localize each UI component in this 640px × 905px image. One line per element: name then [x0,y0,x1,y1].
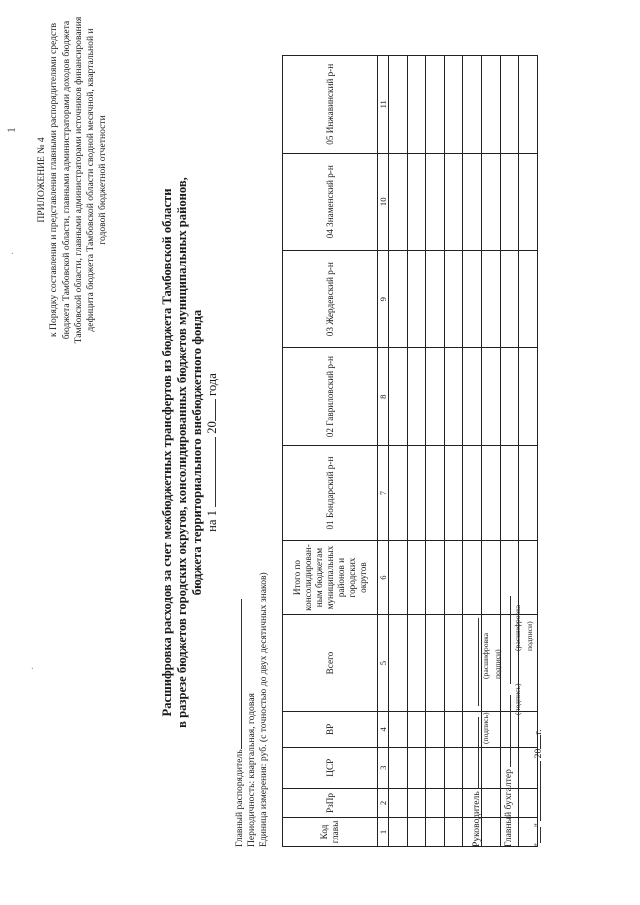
column-number: 11 [378,56,389,154]
column-number: 4 [378,712,389,747]
head-sign-line[interactable] [468,717,479,789]
scan-speck-a: · [8,251,19,255]
header-cell: Всего [283,614,378,711]
table-cell[interactable] [444,56,463,154]
table-cell[interactable] [519,56,538,154]
table-cell[interactable] [463,153,482,250]
appendix-line: годовой бюджетной отчетности [97,115,109,245]
table-cell[interactable] [444,788,463,817]
table-cell[interactable] [389,251,408,348]
header-row [283,56,378,847]
date-close-quote: " [533,823,544,828]
page-mark: 1 [4,127,18,133]
table-cell[interactable] [426,712,445,747]
table-cell[interactable] [481,445,500,540]
title-date-line [205,0,220,905]
head-label: Руководитель [471,791,482,847]
date-blank-year [205,399,216,421]
table-cell[interactable] [444,817,463,846]
table-cell[interactable] [389,445,408,540]
title-line-1: Расшифровка расходов за счет межбюджетных трансфертов из бюджета Тамбовской области [160,188,174,717]
table-cell[interactable] [519,445,538,540]
meta-block [232,572,270,847]
table-cell[interactable] [426,56,445,154]
column-number: 10 [378,153,389,250]
header-cell: 03 Жердевский р-н [283,251,378,348]
date-year-prefix: 20 [205,421,219,434]
sign-date-year: 20 [533,748,544,759]
header-cell: Код главы [283,817,378,846]
header-cell: 05 Инжавинский р-н [283,56,378,154]
column-number: 2 [378,788,389,817]
header-cell: Итого по консолидирован- ным бюджетам муниципальных районов и городских округов [283,541,378,615]
date-blank-day [205,437,216,507]
sign-date-month-line[interactable] [530,761,541,821]
table-cell[interactable] [407,541,426,615]
column-number: 6 [378,541,389,615]
signature-date [530,729,544,847]
signature-accountant [500,596,534,847]
accountant-label: Главный бухгалтер [503,769,514,847]
table-cell[interactable] [389,56,408,154]
date-open-quote: " [533,843,544,847]
table-cell[interactable] [444,348,463,445]
table-cell[interactable] [463,251,482,348]
appendix-block [36,15,110,345]
table-cell[interactable] [519,348,538,445]
table-cell[interactable] [407,712,426,747]
column-number: 5 [378,614,389,711]
table-cell[interactable] [444,712,463,747]
head-decode-line[interactable] [468,618,479,706]
header-cell: ЦСР [283,747,378,788]
table-cell[interactable] [463,348,482,445]
appendix-line: бюджета Тамбовской области, главными администраторами доходов бюджета [60,20,72,340]
accountant-decode-caption: (расшифровка подписи) [513,604,534,651]
title-line-2: в разрезе бюджетов городских округов, консолидированных бюджетов муниципальных районов, [175,177,189,728]
accountant-decode-line[interactable] [500,596,511,684]
table-cell[interactable] [426,251,445,348]
table-cell[interactable] [481,541,500,615]
head-decode-caption: (расшифровка подписи) [481,632,502,679]
table-cell[interactable] [481,348,500,445]
accountant-sign-line[interactable] [500,695,511,767]
meta-chief-label: Главный распорядитель [234,749,245,847]
table-cell[interactable] [426,348,445,445]
table-cell[interactable] [389,348,408,445]
table-cell[interactable] [444,747,463,788]
table-cell[interactable] [481,56,500,154]
table-cell[interactable] [519,251,538,348]
date-prefix: на 1 [205,510,219,532]
table-cell[interactable] [500,348,519,445]
column-number: 1 [378,817,389,846]
table-cell[interactable] [426,153,445,250]
table-row [407,56,426,847]
meta-chief [232,572,246,847]
table-cell[interactable] [407,817,426,846]
table-cell[interactable] [500,153,519,250]
column-number-row [378,56,389,847]
table-cell[interactable] [389,614,408,711]
table-cell[interactable] [389,817,408,846]
table-cell[interactable] [407,153,426,250]
table-cell[interactable] [426,541,445,615]
column-number: 7 [378,445,389,540]
table-cell[interactable] [407,445,426,540]
scan-speck-b: · [28,666,39,670]
document-title [160,0,220,905]
table-cell[interactable] [500,56,519,154]
table-cell[interactable] [426,445,445,540]
appendix-line: Тамбовской области, главными администраторами источников финансирования [72,16,84,344]
table-cell[interactable] [426,788,445,817]
sign-date-suffix: г. [533,729,544,735]
date-suffix: года [205,373,219,396]
table-cell[interactable] [481,153,500,250]
table-cell[interactable] [426,817,445,846]
table-cell[interactable] [426,747,445,788]
table-cell[interactable] [407,348,426,445]
header-cell: 04 Знаменский р-н [283,153,378,250]
table-cell[interactable] [519,153,538,250]
accountant-sign-caption: (подпись) [513,683,522,715]
table-cell[interactable] [407,747,426,788]
table-cell[interactable] [463,445,482,540]
table-cell[interactable] [407,614,426,711]
table-cell[interactable] [444,251,463,348]
sign-date-year-line[interactable] [530,735,541,749]
table-row [426,56,445,847]
table-cell[interactable] [389,747,408,788]
meta-periodicity: Периодичность: квартальная, годовая [246,693,257,847]
table-cell[interactable] [407,788,426,817]
table-cell[interactable] [444,614,463,711]
table-cell[interactable] [500,251,519,348]
appendix-title: ПРИЛОЖЕНИЕ № 4 [36,137,47,223]
table-cell[interactable] [389,541,408,615]
table-cell[interactable] [481,788,500,817]
table-cell[interactable] [444,541,463,615]
meta-chief-line [232,599,242,749]
header-cell: РзПр [283,788,378,817]
table-cell[interactable] [444,153,463,250]
table-cell[interactable] [407,251,426,348]
header-cell: 02 Гавриловский р-н [283,348,378,445]
table-row [444,56,463,847]
header-cell: ВР [283,712,378,747]
column-number: 8 [378,348,389,445]
table-cell[interactable] [426,614,445,711]
title-line-3: бюджета территориального внебюджетного фонда [190,309,204,596]
table-cell[interactable] [463,56,482,154]
meta-unit: Единица измерения: руб. (с точностью до двух десятичных знаков) [258,572,269,847]
appendix-line: к Порядку составления и представления главными распорядителями средств [48,22,60,338]
table-cell[interactable] [481,747,500,788]
table-cell[interactable] [481,817,500,846]
sign-date-day-line[interactable] [530,827,541,843]
head-sign-caption: (подпись) [481,712,490,744]
table-row [519,56,538,847]
table-row [389,56,408,847]
table-cell[interactable] [389,153,408,250]
header-cell: 01 Бондарский р-н [283,445,378,540]
column-number: 3 [378,747,389,788]
appendix-line: дефицита бюджета Тамбовской области сводной месячной, квартальной и [85,28,97,332]
table-cell[interactable] [389,712,408,747]
table-cell[interactable] [500,445,519,540]
column-number: 9 [378,251,389,348]
table-cell[interactable] [481,251,500,348]
signature-head [468,618,502,847]
table-cell[interactable] [463,541,482,615]
table-cell[interactable] [407,56,426,154]
table-cell[interactable] [444,445,463,540]
table-cell[interactable] [389,788,408,817]
